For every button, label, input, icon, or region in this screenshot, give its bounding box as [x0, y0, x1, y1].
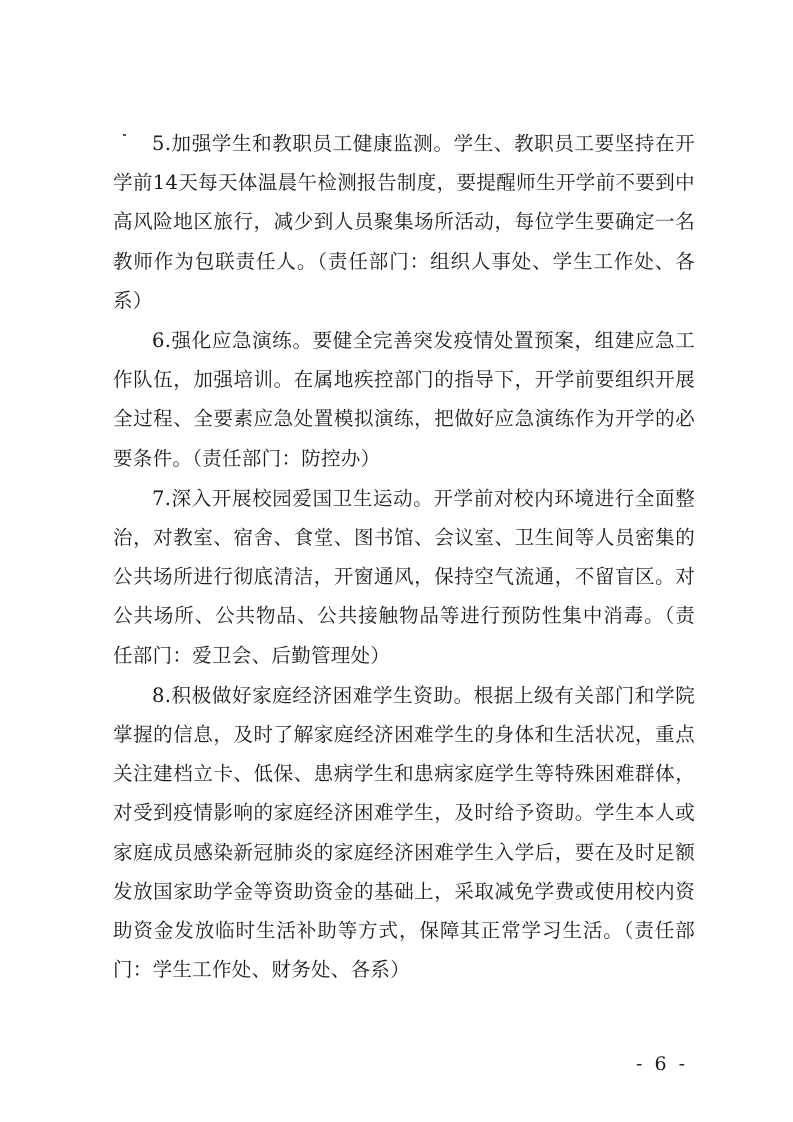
paragraph-emergency-drill: 6.强化应急演练。要健全完善突发疫情处置预案，组建应急工作队伍，加强培训。在属地疾控部门的指导下，开学前要组织开展全过程、全要素应急处置模拟演练，把做好应急演练作为开学的必要条件。（责任部门：防控办）	[113, 329, 695, 470]
paragraph-health-monitoring: 5.加强学生和教职员工健康监测。学生、教职员工要坚持在开学前14天每天体温晨午检测报告制度，要提醒师生开学前不要到中高风险地区旅行，减少到人员聚集场所活动，每位学生要确定一名教师作为包联责任人。（责任部门：组织人事处、学生工作处、各系）	[113, 132, 695, 312]
document-body	[113, 124, 695, 990]
page-number: - 6 -	[636, 1053, 689, 1075]
paragraph-student-aid: 8.积极做好家庭经济困难学生资助。根据上级有关部门和学院掌握的信息，及时了解家庭经济困难学生的身体和生活状况，重点关注建档立卡、低保、患病学生和患病家庭学生等特殊困难群体，对受到疫情影响的家庭经济困难学生，及时给予资助。学生本人或家庭成员感染新冠肺炎的家庭经济困难学生入学后，要在及时足额发放国家助学金等资助资金的基础上，采取减免学费或使用校内资助资金发放临时生活补助等方式，保障其正常学习生活。（责任部门：学生工作处、财务处、各系）	[113, 683, 695, 982]
paragraph-campus-hygiene: 7.深入开展校园爱国卫生运动。开学前对校内环境进行全面整治，对教室、宿舍、食堂、图书馆、会议室、卫生间等人员密集的公共场所进行彻底清洁，开窗通风，保持空气流通，不留盲区。对公共场所、公共物品、公共接触物品等进行预防性集中消毒。（责任部门：爱卫会、后勤管理处）	[113, 486, 695, 667]
